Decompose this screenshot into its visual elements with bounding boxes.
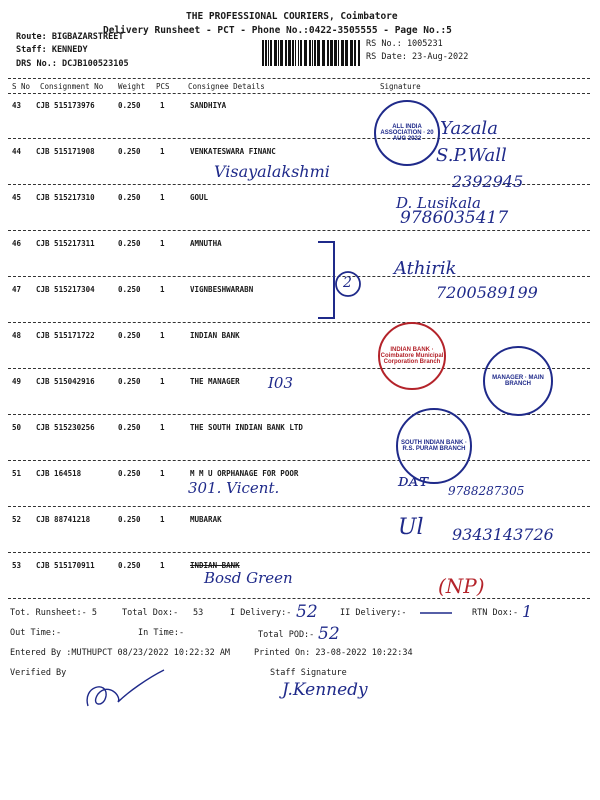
handwritten-name: Visayalakshmi (214, 162, 330, 181)
row-divider (8, 230, 590, 231)
ii-delivery-label: II Delivery:- (340, 608, 407, 618)
row-pcs: 1 (160, 285, 165, 294)
row-weight: 0.250 (118, 377, 141, 386)
row-weight: 0.250 (118, 239, 141, 248)
col-weight: Weight (118, 82, 146, 91)
row-consignee: VENKATESWARA FINANC (190, 147, 276, 156)
stamp-south-indian-bank: SOUTH INDIAN BANK · R.S. PURAM BRANCH (396, 408, 472, 484)
row-consignee: INDIAN BANK (190, 331, 240, 340)
row-consignment: CJB 515042916 (36, 377, 95, 386)
row-weight: 0.250 (118, 285, 141, 294)
barcode-bar (274, 40, 277, 66)
row-pcs: 1 (160, 377, 165, 386)
out-time: Out Time:- (10, 628, 62, 638)
col-consignment: Consignment No (40, 82, 104, 91)
handwritten-phone: 7200589199 (436, 283, 538, 302)
barcode-bar (334, 40, 337, 66)
barcode-bar (358, 40, 360, 66)
barcode-bar (327, 40, 329, 66)
ii-delivery-dash (418, 610, 454, 616)
row-pcs: 1 (160, 423, 165, 432)
barcode-bar (268, 40, 269, 66)
printed-on: Printed On: 23-08-2022 10:22:34 (254, 648, 413, 658)
row-sno: 52 (12, 515, 22, 524)
handwritten-signature: Athirik (394, 258, 457, 279)
total-dox-value: 53 (193, 608, 204, 618)
row-consignment: CJB 164518 (36, 469, 82, 478)
row-sno: 47 (12, 285, 22, 294)
i-delivery-value: 52 (296, 602, 318, 622)
np-mark: (NP) (438, 574, 485, 598)
row-sno: 50 (12, 423, 22, 432)
row-weight: 0.250 (118, 331, 141, 340)
row-consignment: CJB 515217304 (36, 285, 95, 294)
handwritten-phone: 9343143726 (452, 525, 554, 544)
handwritten-phone: 9788287305 (448, 484, 525, 498)
barcode-bar (354, 40, 356, 66)
row-consignment: CJB 515170911 (36, 561, 95, 570)
barcode-bar (285, 40, 287, 66)
row-sno: 43 (12, 101, 22, 110)
barcode-bar (314, 40, 316, 66)
entered-by: Entered By :MUTHUPCT 08/23/2022 10:22:32 AM (10, 648, 231, 658)
i-delivery-label: I Delivery:- (230, 608, 292, 618)
row-weight: 0.250 (118, 561, 141, 570)
row-consignee: THE SOUTH INDIAN BANK LTD (190, 423, 303, 432)
in-time: In Time:- (138, 628, 185, 638)
barcode-bar (312, 40, 313, 66)
row-divider (8, 322, 590, 323)
col-sno: S No (12, 82, 31, 91)
row-pcs: 1 (160, 469, 165, 478)
col-pcs: PCS (156, 82, 170, 91)
route-label: Route: BIGBAZARSTREET (16, 32, 124, 42)
row-pcs: 1 (160, 193, 165, 202)
row-pcs: 1 (160, 101, 165, 110)
barcode-bar (322, 40, 325, 66)
row-sno: 48 (12, 331, 22, 340)
handwritten-signature: D. Lusikala (396, 194, 481, 212)
row-consignment: CJB 515171722 (36, 331, 95, 340)
handwritten-signature: Yazala (440, 118, 498, 139)
rtn-dox-value: 1 (522, 602, 533, 621)
row-divider (8, 598, 590, 599)
total-pod-value: 52 (318, 624, 340, 644)
row-consignment: CJB 515217311 (36, 239, 95, 248)
row-sno: 46 (12, 239, 22, 248)
runsheet-title: Delivery Runsheet - PCT - Phone No.:0422-3505555 - Page No.:5 (103, 25, 452, 36)
staff-signature-label: Staff Signature (270, 668, 347, 678)
stamp-main-branch: MANAGER · MAIN BRANCH (483, 346, 553, 416)
handwritten-phone: 9786035417 (400, 208, 509, 228)
row-consignee: THE MANAGER (190, 377, 240, 386)
row-divider (8, 552, 590, 553)
row-weight: 0.250 (118, 423, 141, 432)
total-dox-label: Total Dox:- (122, 608, 179, 618)
barcode-bar (295, 40, 296, 66)
barcode (262, 40, 360, 66)
barcode-bar (265, 40, 267, 66)
handwritten-note: Bosd Green (204, 569, 293, 587)
row-divider (8, 138, 590, 139)
row-pcs: 1 (160, 561, 165, 570)
stamp-indian-bank: INDIAN BANK · Coimbatore Municipal Corporation Branch (378, 322, 446, 390)
row-consignee: SANDHIYA (190, 101, 227, 110)
handwritten-phone: 2392945 (452, 172, 524, 191)
barcode-bar (298, 40, 299, 66)
row-divider (8, 460, 590, 461)
barcode-bar (270, 40, 272, 66)
barcode-bar (345, 40, 348, 66)
barcode-bar (280, 40, 283, 66)
row-sno: 51 (12, 469, 22, 478)
row-consignee: MUBARAK (190, 515, 222, 524)
barcode-bar (350, 40, 353, 66)
verified-by: Verified By (10, 668, 67, 678)
row-sno: 53 (12, 561, 22, 570)
rs-date: RS Date: 23-Aug-2022 (366, 52, 469, 62)
barcode-bar (278, 40, 279, 66)
barcode-bar (317, 40, 320, 66)
row-weight: 0.250 (118, 101, 141, 110)
bracket-mark (314, 236, 364, 326)
row-weight: 0.250 (118, 469, 141, 478)
stamp-association: ALL INDIA ASSOCIATION · 20 AUG 2022 (374, 100, 440, 166)
row-consignment: CJB 515173976 (36, 101, 95, 110)
row-consignee: INDIAN BANK (190, 561, 240, 570)
row-consignee: AMNUTHA (190, 239, 222, 248)
row-weight: 0.250 (118, 147, 141, 156)
rs-number: RS No.: 1005231 (366, 39, 443, 49)
row-sno: 49 (12, 377, 22, 386)
col-consignee: Consignee Details (188, 82, 265, 91)
row-consignment: CJB 88741218 (36, 515, 91, 524)
barcode-bar (341, 40, 344, 66)
row-pcs: 1 (160, 239, 165, 248)
handwritten-signature: ᴅᴀᴛ (398, 470, 429, 491)
barcode-bar (292, 40, 294, 66)
col-signature: Signature (380, 82, 421, 91)
bracket-count: 2 (343, 275, 352, 291)
row-consignment: CJB 515217310 (36, 193, 95, 202)
row-pcs: 1 (160, 147, 165, 156)
barcode-bar (330, 40, 333, 66)
verified-signature (78, 666, 168, 716)
barcode-bar (300, 40, 302, 66)
row-weight: 0.250 (118, 193, 141, 202)
tot-runsheet: Tot. Runsheet:- 5 (10, 608, 97, 618)
row-sno: 44 (12, 147, 22, 156)
row-pcs: 1 (160, 331, 165, 340)
handwritten-signature: Ul (398, 515, 424, 540)
row-divider (8, 276, 590, 277)
handwritten-note: 301. Vicent. (188, 479, 280, 497)
total-pod-label: Total POD:- (258, 630, 315, 640)
barcode-bar (262, 40, 264, 66)
row-consignment: CJB 515171908 (36, 147, 95, 156)
barcode-bar (304, 40, 307, 66)
row-sno: 45 (12, 193, 22, 202)
handwritten-note: I03 (268, 374, 294, 392)
staff-signature: J.Kennedy (282, 680, 368, 700)
row-consignee: GOUL (190, 193, 209, 202)
drs-number: DRS No.: DCJB100523105 (16, 59, 129, 69)
row-weight: 0.250 (118, 515, 141, 524)
company-title: THE PROFESSIONAL COURIERS, Coimbatore (186, 11, 398, 22)
rtn-dox-label: RTN Dox:- (472, 608, 519, 618)
barcode-bar (338, 40, 339, 66)
divider (8, 93, 590, 94)
row-divider (8, 414, 590, 415)
barcode-bar (288, 40, 291, 66)
handwritten-signature: S.P.Wall (436, 145, 507, 166)
row-pcs: 1 (160, 515, 165, 524)
barcode-bar (309, 40, 311, 66)
staff-label: Staff: KENNEDY (16, 45, 88, 55)
divider (8, 78, 590, 79)
row-consignee: VIGNBESHWARABN (190, 285, 254, 294)
row-consignment: CJB 515230256 (36, 423, 95, 432)
row-consignee: M M U ORPHANAGE FOR POOR (190, 469, 299, 478)
row-divider (8, 506, 590, 507)
